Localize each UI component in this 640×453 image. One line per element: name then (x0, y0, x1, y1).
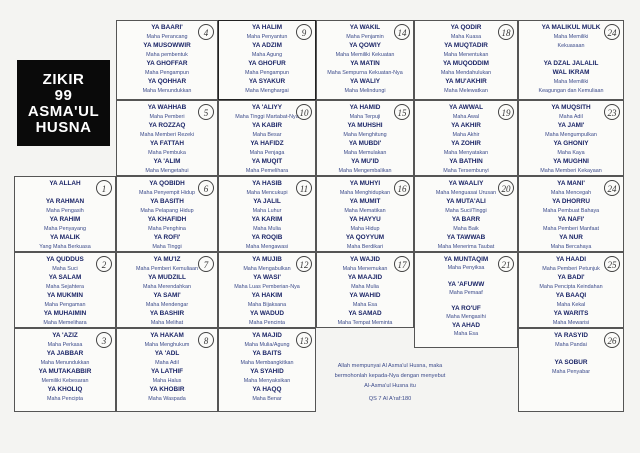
circled-number: 4 (198, 24, 214, 40)
divine-name: YA MU'ID (351, 158, 379, 165)
divine-name: YA HAFIDZ (250, 140, 284, 147)
circled-number: 9 (296, 24, 312, 40)
divine-name: YA WALIY (349, 78, 381, 85)
divine-name: YA SYAHID (250, 368, 284, 375)
divine-name: YA RO'UF (451, 305, 481, 313)
divine-name: YA 'ADL (154, 350, 180, 357)
name-meaning: Maha Mengawasi (245, 244, 289, 250)
divine-name: YA MALIK (49, 234, 81, 241)
divine-name: YA MANI' (557, 180, 585, 187)
name-meaning: Maha Kuasa (450, 34, 482, 40)
name-meaning: Maha Bijaksana (247, 302, 287, 308)
name-meaning: Maha Waspada (148, 396, 186, 402)
name-meaning: Maha Memberi Kekayaan (540, 168, 602, 174)
divine-name: YA SALAM (48, 274, 82, 281)
name-meaning: Maha Sempurna Kekuatan-Nya (327, 70, 403, 76)
divine-name: YA MUHAIMIN (43, 310, 87, 317)
name-meaning: Maha Menundukkan (40, 360, 90, 366)
divine-name: YA BASITH (150, 198, 184, 205)
divine-name: YA WAHHAB (147, 104, 187, 111)
name-meaning: Maha Memberi Rezeki (140, 132, 194, 138)
name-meaning: Maha Menyatakan (443, 150, 489, 156)
quote-reference: QS 7 Al A'raf:180 (368, 396, 412, 402)
divine-name: YA WASI' (253, 274, 281, 281)
divine-name: YA JALIL (253, 198, 281, 205)
divine-name: YA MUHSHI (347, 122, 383, 129)
name-meaning: Kekuasaan (557, 43, 585, 49)
name-meaning: Maha Esa (352, 302, 378, 308)
divine-name: YA QODIR (450, 24, 482, 31)
divine-name: YA WAJID (349, 256, 381, 263)
name-meaning: Maha Memulakan (343, 150, 387, 156)
divine-name: YA MUQODDIM (442, 60, 490, 67)
circled-number: 8 (198, 332, 214, 348)
name-meaning: Maha Perancang (146, 34, 188, 40)
name-meaning: Yang Maha Berkuasa (39, 244, 91, 250)
divine-name: YA MUJIB (252, 256, 282, 263)
circled-number: 19 (498, 104, 514, 120)
divine-name: YA MUMIT (349, 198, 381, 205)
divine-name: YA HASIB (252, 180, 282, 187)
divine-name: YA MUBDI' (348, 140, 382, 147)
name-meaning: Maha Tinggi (152, 244, 182, 250)
divine-name: YA KHOBIR (149, 386, 185, 393)
name-cell (116, 100, 218, 176)
circled-number: 10 (296, 104, 312, 120)
name-cell (218, 176, 316, 252)
name-cell (518, 100, 624, 176)
divine-name: YA ROFI' (153, 234, 181, 241)
name-cell (316, 252, 414, 328)
title-line-4: HUSNA (35, 119, 92, 136)
quote-line-1: Allah mempunyai Al Asma'ul Husna, maka (337, 363, 443, 369)
name-meaning: Maha Agung (251, 52, 283, 58)
divine-name: YA 'ALIM (153, 158, 181, 165)
divine-name: YA KHOLIQ (47, 386, 83, 393)
name-meaning: Maha Pandai (555, 342, 587, 348)
divine-name: YA 'AZIZ (52, 332, 78, 339)
circled-number: 1 (96, 180, 112, 196)
name-meaning: Maha Melihat (150, 320, 184, 326)
divine-name: YA WAALIY (448, 180, 484, 187)
circled-number: 3 (96, 332, 112, 348)
divine-name: YA SAMI' (153, 292, 181, 299)
name-cell (518, 252, 624, 328)
divine-name: YA BAARI' (151, 24, 183, 31)
divine-name: YA ROQIB (251, 234, 283, 241)
name-meaning: Maha Pemaaf (449, 289, 483, 296)
name-meaning: Maha Mencukupi (246, 190, 288, 196)
divine-name: YA MAAJID (347, 274, 383, 281)
divine-name: YA MU'AKHIR (445, 78, 487, 85)
name-meaning: Maha Luas Pemberian-Nya (234, 284, 300, 290)
name-cell (518, 176, 624, 252)
name-meaning: Maha Penyayang (44, 226, 86, 232)
title-line-3: ASMA'UL (27, 103, 100, 120)
divine-name: YA SAMAD (348, 310, 382, 317)
name-meaning: Maha Mendengar (145, 302, 189, 308)
name-meaning: Maha Pemberi (149, 114, 185, 120)
name-meaning: Maha Hidup (350, 226, 380, 232)
name-meaning: Maha Menerima Taubat (437, 244, 495, 250)
divine-name: YA WAHID (349, 292, 381, 299)
name-meaning: Maha Menemukan (342, 266, 388, 272)
name-meaning: Maha Tersembunyi (443, 168, 489, 174)
divine-name: YA AKHIR (451, 122, 481, 129)
divine-name: YA MUQSITH (551, 104, 591, 111)
title-line-2: 99 (54, 87, 73, 104)
name-meaning: Maha Mewarisi (552, 320, 590, 326)
name-meaning: Maha Mulia (253, 226, 281, 232)
name-cell (14, 328, 116, 412)
divine-name: YA KABIR (251, 122, 283, 129)
name-meaning: Maha Baik (453, 226, 479, 232)
divine-name: YA AHAD (451, 321, 481, 329)
divine-name: YA 'ALIYY (251, 104, 283, 111)
divine-name: YA MUNTAQIM (443, 256, 489, 263)
name-cell (116, 176, 218, 252)
name-meaning: Maha Penjaga (249, 150, 285, 156)
name-meaning: Maha Menguasai Urusan (435, 190, 497, 196)
divine-name: YA GHOFUR (248, 60, 286, 67)
divine-name: YA ADZIM (252, 42, 282, 49)
circled-number: 13 (296, 332, 312, 348)
divine-name: YA QOWIY (349, 42, 381, 49)
name-meaning: Maha Menghukum (144, 342, 190, 348)
divine-name: YA RAHMAN (45, 198, 85, 205)
divine-name: YA JABBAR (46, 350, 84, 357)
name-cell (218, 328, 316, 412)
name-meaning: Maha Mengasihi (446, 314, 486, 321)
name-cell (218, 20, 316, 100)
name-meaning: Maha Memelihara (43, 320, 87, 326)
divine-name: YA BASHIR (149, 310, 185, 317)
divine-name: YA HAQQ (252, 386, 282, 393)
name-meaning: Maha Pengampun (244, 70, 290, 76)
name-meaning: Maha Pemberi Kemuliaan (135, 266, 199, 272)
circled-number: 15 (394, 104, 410, 120)
name-meaning: Maha Perkasa (47, 342, 83, 348)
divine-name: YA BADI' (557, 274, 585, 281)
name-cell (218, 252, 316, 328)
name-cell (414, 176, 518, 252)
name-meaning: Maha Mencegah (550, 190, 592, 196)
name-meaning: Maha Menentukan (443, 52, 489, 58)
divine-name: YA MATIN (350, 60, 380, 67)
name-meaning: Maha Tempat Meminta (337, 320, 393, 326)
divine-name: YA DHORRU (552, 198, 590, 205)
name-cell (218, 100, 316, 176)
name-cell (518, 20, 624, 100)
name-cell (414, 252, 518, 348)
circled-number: 23 (604, 104, 620, 120)
divine-name: YA SYAKUR (248, 78, 286, 85)
name-meaning: Maha Pemberi Manfaat (542, 226, 600, 232)
divine-name: YA GHONIY (553, 140, 589, 147)
circled-number: 24 (604, 24, 620, 40)
name-meaning: Maha Pencipta Keindahan (539, 284, 603, 290)
divine-name: YA QUDDUS (46, 256, 84, 263)
divine-name: YA MALIKUL MULK (541, 24, 601, 31)
quote-line-2: bermohonlah kepada-Nya dengan menyebut (334, 373, 446, 379)
divine-name: YA MUQTADIR (444, 42, 488, 49)
name-meaning: Maha Mulia/Agung (244, 342, 290, 348)
divine-name: YA RAHIM (49, 216, 81, 223)
divine-name: YA QOBIDH (149, 180, 185, 187)
divine-name: YA BATHIN (449, 158, 483, 165)
circled-number: 2 (96, 256, 112, 272)
name-cell (14, 252, 116, 328)
divine-name: YA HALIM (251, 24, 283, 31)
divine-name: YA ALLAH (49, 180, 81, 187)
name-meaning: Maha Mengembalikan (338, 168, 392, 174)
name-meaning: Maha Adil (155, 360, 179, 366)
name-meaning: Maha Menundukkan (142, 88, 192, 94)
divine-name: YA GHOFFAR (146, 60, 188, 67)
name-meaning: Maha Pemberi Petunjuk (542, 266, 600, 272)
name-meaning: Maha Merendahkan (143, 284, 191, 290)
circled-number: 21 (498, 256, 514, 272)
circled-number: 26 (604, 332, 620, 348)
name-cell (414, 20, 518, 100)
circled-number: 17 (394, 256, 410, 272)
name-meaning: Keagungan dan Kemuliaan (538, 88, 604, 94)
circled-number: 5 (198, 104, 214, 120)
circled-number: 20 (498, 180, 514, 196)
name-cell (316, 100, 414, 176)
circled-number: 7 (198, 256, 214, 272)
name-meaning: Maha Membangkitkan (240, 360, 294, 366)
divine-name: YA MUKMIN (46, 292, 84, 299)
divine-name: YA MAJID (252, 332, 282, 339)
name-meaning: Maha Pengaman (44, 302, 86, 308)
divine-name: YA QOYYUM (345, 234, 385, 241)
name-meaning: Maha Mendahulukan (440, 70, 492, 76)
name-meaning: Maha Tinggi Martabat-Nya (235, 114, 299, 120)
name-meaning: Maha pembentuk (146, 52, 188, 58)
divine-name: YA HAYYU (349, 216, 381, 223)
name-meaning: Maha Penyantun (246, 34, 288, 40)
name-meaning: Maha Halus (152, 378, 182, 384)
divine-name: YA NUR (559, 234, 583, 241)
name-meaning: Maha Mematikan (344, 208, 386, 214)
name-meaning: Maha Penyabar (551, 369, 591, 375)
name-meaning: Maha Akhir (452, 132, 480, 138)
name-meaning: Maha Suci (52, 266, 78, 272)
name-meaning: Maha Menghidupkan (339, 190, 391, 196)
divine-name: YA WARITS (553, 310, 589, 317)
name-meaning: Maha Pelapang Hidup (140, 208, 194, 214)
name-meaning: Maha Adil (559, 114, 583, 120)
divine-name: WAL IKRAM (552, 69, 590, 76)
name-meaning: Maha Penghina (148, 226, 186, 232)
circled-number: 16 (394, 180, 410, 196)
name-meaning: Maha Pemelihara (245, 168, 289, 174)
name-meaning: Maha Kekal (556, 302, 586, 308)
quote-line-3: Al-Asma'ul Husna itu (364, 383, 416, 389)
name-meaning: Maha Penyempit Hidup (138, 190, 196, 196)
divine-name: YA JAMI' (557, 122, 585, 129)
divine-name: YA WADUD (250, 310, 284, 317)
circled-number: 24 (604, 180, 620, 196)
divine-name: YA MUTA'ALI (446, 198, 486, 205)
name-meaning: Maha Kaya (557, 150, 585, 156)
divine-name: YA DZAL JALALIL (543, 60, 599, 67)
name-meaning: Maha Berdikari (346, 244, 384, 250)
divine-name: YA NAFI' (557, 216, 585, 223)
divine-name: YA MUDZILL (148, 274, 186, 281)
circled-number: 6 (198, 180, 214, 196)
name-meaning: Maha Pencinta (249, 320, 285, 326)
name-cell (316, 176, 414, 252)
divine-name: YA MUGHNI (553, 158, 589, 165)
name-cell (414, 100, 518, 176)
name-meaning: Maha Menghargai (245, 88, 289, 94)
name-meaning: Maha Pengampun (144, 70, 190, 76)
divine-name: YA BAAQI (555, 292, 587, 299)
divine-name: YA BARR (451, 216, 481, 223)
name-meaning: Maha Pencipta (47, 396, 83, 402)
divine-name: YA HAKAM (150, 332, 184, 339)
name-meaning: Maha Pengasih (46, 208, 84, 214)
name-cell (116, 328, 218, 412)
name-meaning: Maha Esa (453, 330, 479, 337)
name-meaning: Maha Menyaksikan (243, 378, 291, 384)
name-meaning: Maha Mengumpulkan (545, 132, 597, 138)
name-meaning: Maha Pembuat Bahaya (542, 208, 600, 214)
title-line-1: ZIKIR (42, 71, 85, 88)
divine-name: YA KHAFIDH (147, 216, 187, 223)
name-meaning: Maha Melindungi (344, 88, 386, 94)
divine-name: YA MUQIT (251, 158, 283, 165)
name-meaning: Maha Luhur (252, 208, 282, 214)
divine-name: YA KARIM (251, 216, 283, 223)
name-meaning: Maha Mulia (351, 284, 379, 290)
circled-number: 12 (296, 256, 312, 272)
divine-name: YA TAWWAB (446, 234, 486, 241)
circled-number: 18 (498, 24, 514, 40)
divine-name: YA HAADI (555, 256, 587, 263)
divine-name: YA MUSOWWIR (143, 42, 191, 49)
divine-name: YA WAKIL (349, 24, 381, 31)
circled-number: 11 (296, 180, 312, 196)
divine-name: YA MUHYI (349, 180, 381, 187)
divine-name: YA QOHHAR (147, 78, 187, 85)
name-meaning: Maha Penjamin (346, 34, 384, 40)
name-meaning: Maha Sejahtera (45, 284, 85, 290)
divine-name: YA SOBUR (554, 359, 588, 366)
name-meaning: Maha Memiliki Kekuatan (335, 52, 395, 58)
name-meaning: Maha Suci/Tinggi (445, 208, 487, 214)
name-meaning: Memiliki Kebesaran (41, 378, 89, 384)
divine-name: YA BAITS (252, 350, 282, 357)
name-meaning: Maha Awal (452, 114, 480, 120)
divine-name: YA MU'IZ (153, 256, 181, 263)
name-cell (116, 252, 218, 328)
divine-name: YA RASYID (554, 332, 588, 339)
divine-name: YA FATTAH (149, 140, 185, 147)
divine-name: YA AWWAL (448, 104, 484, 111)
name-meaning: Maha Menghitung (343, 132, 387, 138)
name-meaning: Maha Penyiksa (447, 265, 485, 272)
name-meaning: Maha Pembuka (148, 150, 186, 156)
divine-name: YA HAMID (349, 104, 381, 111)
divine-name: YA ROZZAQ (148, 122, 186, 129)
name-meaning: Maha Memiliki (553, 34, 589, 40)
divine-name: YA LATHIF (150, 368, 184, 375)
name-meaning: Maha Memiliki (553, 79, 589, 85)
title-block (17, 60, 110, 146)
name-meaning: Maha Mengetahui (145, 168, 189, 174)
name-meaning: Maha Melewatkan (444, 88, 488, 94)
divine-name: YA HAKIM (251, 292, 283, 299)
divine-name: YA 'AFUWW (447, 280, 485, 288)
name-cell (518, 328, 624, 412)
circled-number: 14 (394, 24, 410, 40)
name-meaning: Maha Mengabulkan (243, 266, 291, 272)
name-meaning: Maha Besar (252, 132, 282, 138)
name-cell (116, 20, 218, 100)
name-cell (316, 20, 414, 100)
divine-name: YA MUTAKABBIR (38, 368, 92, 375)
divine-name: YA ZOHIR (451, 140, 481, 147)
name-cell (14, 176, 116, 252)
name-meaning: Maha Terpuji (349, 114, 381, 120)
name-meaning: Maha Bercahaya (550, 244, 592, 250)
circled-number: 25 (604, 256, 620, 272)
name-meaning: Maha Benar (252, 396, 282, 402)
